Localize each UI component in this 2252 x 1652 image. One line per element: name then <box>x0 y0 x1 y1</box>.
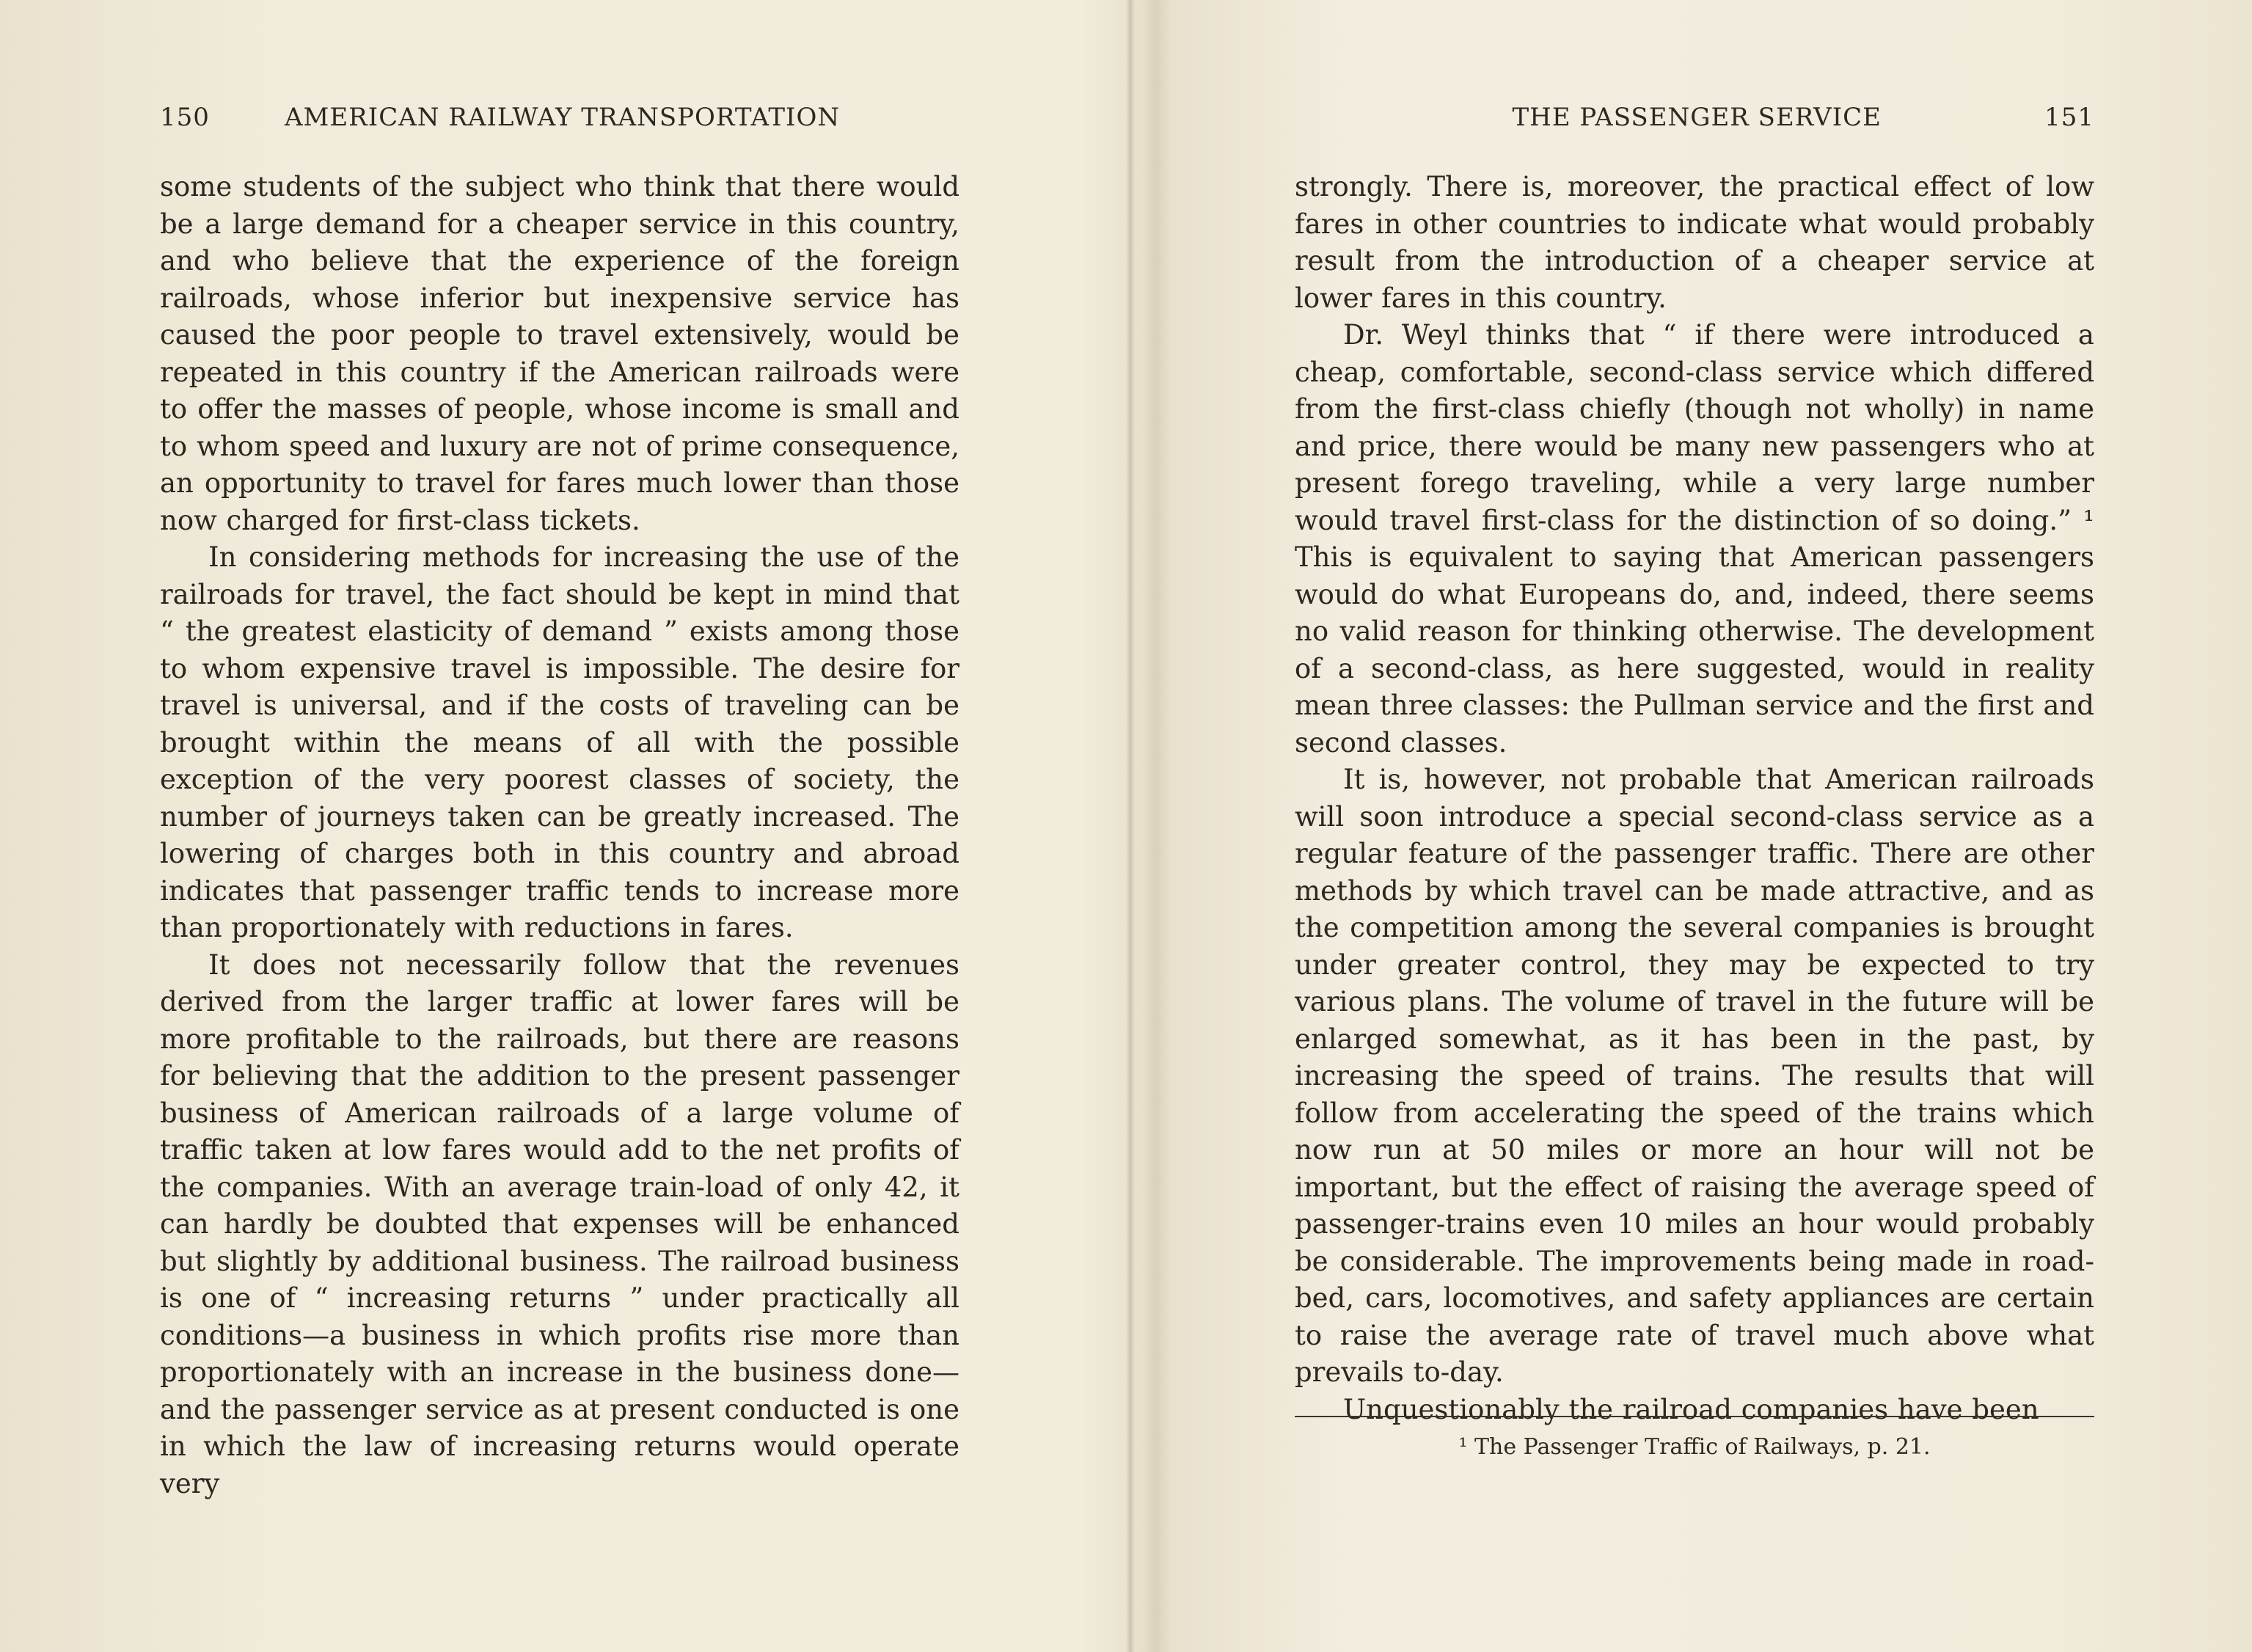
book-gutter <box>1126 0 1135 1652</box>
paragraph: It is, however, not probable that American railroads will soon introduce a special second-class service as a regular feature of the passenger traffic. There are other methods by which travel can be made attractive, and as the competition among the several companies is brought under greater control, they may be expected to try various plans. The volume of travel in the future will be enlarged somewhat, as it has been in the past, by increasing the speed of trains. The results that will follow from accelerating the speed of the trains which now run at 50 miles or more an hour will not be important, but the effect of raising the average speed of passenger-trains even 10 miles an hour would probably be considerable. The improvements being made in road-bed, cars, locomotives, and safety appliances are certain to raise the average rate of travel much above what prevails to-day. <box>1295 764 2094 1388</box>
right-page-number: 151 <box>2044 103 2094 132</box>
paragraph: In considering methods for increasing the use of the railroads for travel, the fact should be kept in mind that “ the greatest elasticity of demand ” exists among those to whom expensive travel is impossible. The desire for travel is universal, and if the costs of traveling can be brought within the means of all with the possible exception of the very poorest classes of society, the number of journeys taken can be greatly increased. The lowering of charges both in this country and abroad indicates that passenger traffic tends to increase more than proportionately with reductions in fares. <box>160 541 959 943</box>
paragraph: some students of the subject who think that there would be a large demand for a cheaper service in this country, and who believe that the experience of the foreign railroads, whose inferior but inexpensive service has caused the poor people to travel extensively, would be repeated in this country if the American railroads were to offer the masses of people, whose income is small and to whom speed and luxury are not of prime consequence, an opportunity to travel for fares much lower than those now charged for first-class tickets. <box>160 171 959 536</box>
right-running-header <box>1295 103 2094 139</box>
paragraph: Dr. Weyl thinks that “ if there were introduced a cheap, comfortable, second-class service which differed from the first-class chiefly (though not wholly) in name and price, there would be many new passengers who at present forego traveling, while a very large number would travel first-class for the distinction of so doing.” ¹ This is equivalent to saying that American passengers would do what Europeans do, and, indeed, there seems no valid reason for thinking otherwise. The development of a second-class, as here suggested, would in reality mean three classes: the Pullman service and the first and second classes. <box>1295 319 2094 759</box>
footnote-divider <box>1295 1416 2094 1417</box>
paragraph: strongly. There is, moreover, the practical effect of low fares in other countries to indicate what would probably result from the introduction of a cheaper service at lower fares in this country. <box>1295 171 2094 314</box>
footnote: ¹ The Passenger Traffic of Railways, p. 21. <box>1458 1434 1931 1460</box>
left-running-head: AMERICAN RAILWAY TRANSPORTATION <box>285 103 841 132</box>
right-running-head: THE PASSENGER SERVICE <box>1512 103 1882 132</box>
paragraph: It does not necessarily follow that the revenues derived from the larger traffic at lower fares will be more profitable to the railroads, but there are reasons for believing that the addition to the present passenger business of American railroads of a large volume of traffic taken at low fares would add to the net profits of the companies. With an average train-load of only 42, it can hardly be doubted that expenses will be enhanced but slightly by additional business. The railroad business is one of “ increasing returns ” under practically all conditions—a business in which profits rise more than proportionately with an increase in the business done—and the passenger service as at present conducted is one in which the law of increasing returns would operate very <box>160 949 959 1499</box>
left-page-body <box>160 169 959 1502</box>
right-page <box>1135 0 2252 1652</box>
paragraph: Unquestionably the railroad companies have been <box>1343 1393 2039 1425</box>
left-page-number: 150 <box>160 103 210 132</box>
left-running-header <box>160 103 959 139</box>
right-page-body <box>1295 169 2094 1428</box>
